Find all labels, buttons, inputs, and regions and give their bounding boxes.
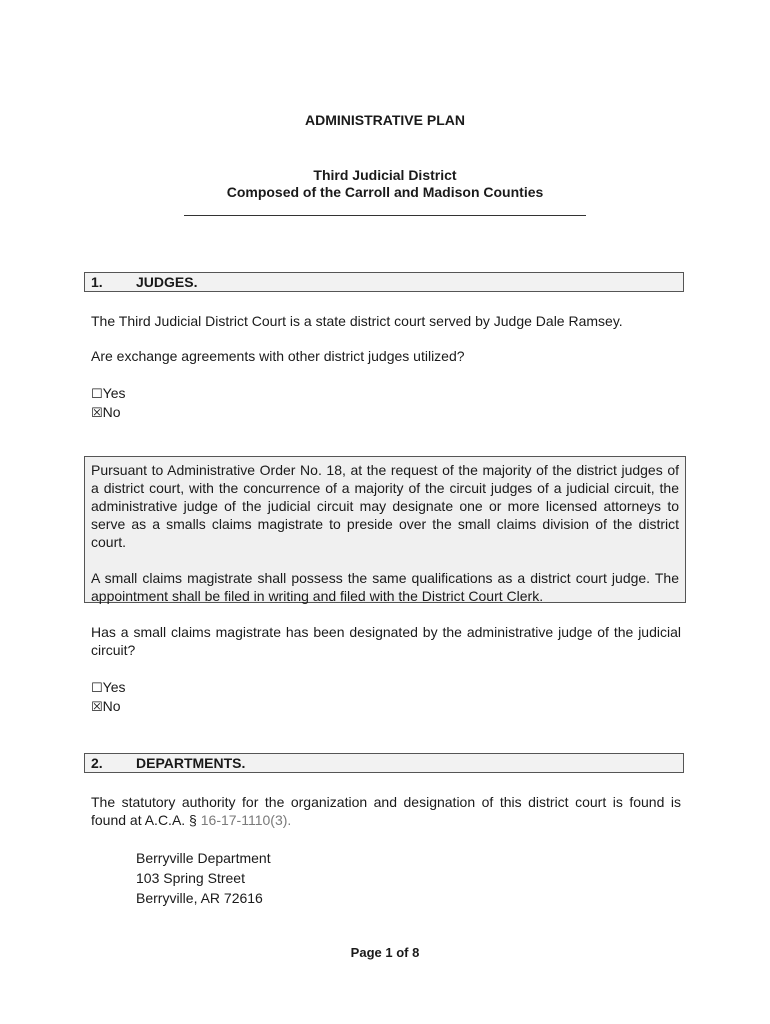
department-city: Berryville, AR 72616 xyxy=(136,890,263,906)
magistrate-yes-checkbox[interactable] xyxy=(91,678,126,698)
exchange-no-checkbox[interactable] xyxy=(91,403,121,423)
department-street: 103 Spring Street xyxy=(136,870,245,886)
magistrate-notice-box xyxy=(84,456,686,603)
checked-box-icon: ☒ xyxy=(91,700,103,715)
checkbox-label: Yes xyxy=(102,385,126,401)
notice-paragraph: Pursuant to Administrative Order No. 18, at the request of the majority of the district judges of a district court, with the concurrence of a majority of the circuit judges of a judicial circuit, the administrative judge of the judicial circuit may designate one or more licensed attorneys to serve as a smalls claims magistrate to preside over the small claims division of the district court. xyxy=(91,462,679,550)
statute-sentence: The statutory authority for the organization and designation of this district court is found is found at A.C.A. § xyxy=(91,794,681,828)
checked-box-icon: ☒ xyxy=(91,406,103,421)
department-address xyxy=(136,848,271,908)
section-title: JUDGES. xyxy=(136,274,198,290)
unchecked-box-icon: ☐ xyxy=(91,681,103,696)
checkbox-label: No xyxy=(102,698,121,714)
header-divider xyxy=(184,215,586,216)
district-composition: Composed of the Carroll and Madison Counties xyxy=(226,184,544,200)
page-number: Page 1 of 8 xyxy=(350,945,420,960)
section-number: 2. xyxy=(91,755,103,771)
checkbox-label: No xyxy=(102,404,121,420)
department-name: Berryville Department xyxy=(136,850,271,866)
checkbox-label: Yes xyxy=(102,679,126,695)
section-title: DEPARTMENTS. xyxy=(136,755,246,771)
magistrate-question: Has a small claims magistrate has been designated by the administrative judge of the judicial circuit? xyxy=(91,624,681,658)
exchange-question: Are exchange agreements with other district judges utilized? xyxy=(91,348,465,364)
exchange-yes-checkbox[interactable] xyxy=(91,384,126,404)
magistrate-no-checkbox[interactable] xyxy=(91,697,121,717)
statutory-authority-text xyxy=(91,793,681,829)
document-title: ADMINISTRATIVE PLAN xyxy=(305,112,465,128)
notice-paragraph: A small claims magistrate shall possess the same qualifications as a district court judge. The appointment shall be filed in writing and filed with the District Court Clerk. xyxy=(91,570,679,604)
section-1-heading xyxy=(84,272,684,292)
unchecked-box-icon: ☐ xyxy=(91,387,103,402)
statute-reference: 16-17-1110(3). xyxy=(200,812,292,828)
section-number: 1. xyxy=(91,274,103,290)
section-2-heading xyxy=(84,753,684,773)
district-name: Third Judicial District xyxy=(313,167,457,183)
section-1-intro: The Third Judicial District Court is a state district court served by Judge Dale Ramsey. xyxy=(91,313,623,329)
